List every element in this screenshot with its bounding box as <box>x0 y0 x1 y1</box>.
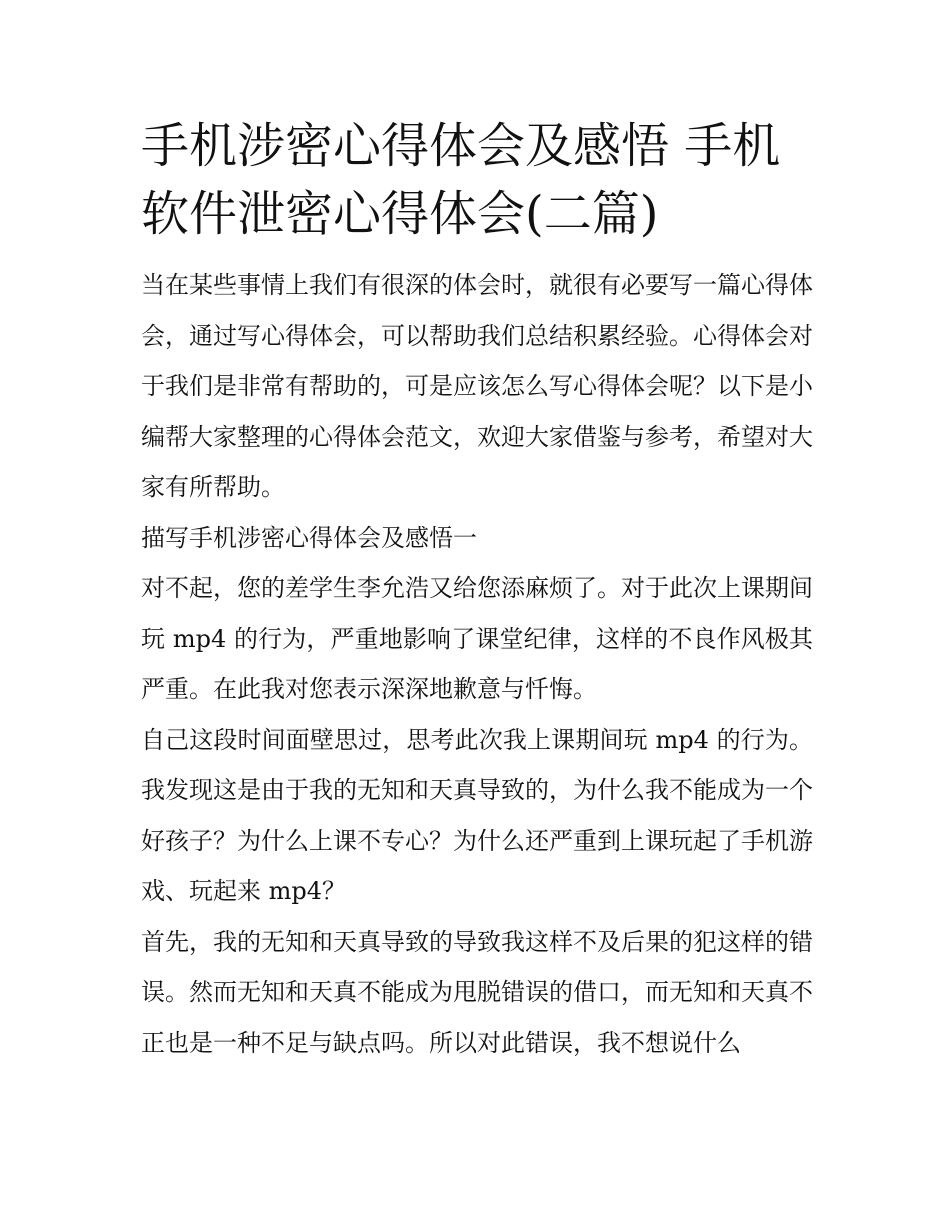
body-paragraph: 自己这段时间面壁思过，思考此次我上课期间玩 mp4 的行为。我发现这是由于我的无知和天真导致的，为什么我不能成为一个好孩子？为什么上课不专心？为什么还严重到上课玩起了手机游戏、玩起来 mp4？ <box>141 725 813 905</box>
document-content <box>141 112 813 1068</box>
intro-paragraph: 当在某些事情上我们有很深的体会时，就很有必要写一篇心得体会，通过写心得体会，可以帮助我们总结积累经验。心得体会对于我们是非常有帮助的，可是应该怎么写心得体会呢？以下是小编帮大家整理的心得体会范文，欢迎大家借鉴与参考，希望对大家有所帮助。 <box>141 271 813 501</box>
section-heading: 描写手机涉密心得体会及感悟一 <box>141 523 477 552</box>
body-paragraph: 首先，我的无知和天真导致的导致我这样不及后果的犯这样的错误。然而无知和天真不能成为甩脱错误的借口，而无知和天真不正也是一种不足与缺点吗。所以对此错误，我不想说什么 <box>141 927 813 1057</box>
document-title: 手机涉密心得体会及感悟 手机软件泄密心得体会(二篇) <box>141 118 781 242</box>
body-paragraph: 对不起，您的差学生李允浩又给您添麻烦了。对于此次上课期间玩 mp4 的行为，严重地影响了课堂纪律，这样的不良作风极其严重。在此我对您表示深深地歉意与忏悔。 <box>141 574 813 703</box>
